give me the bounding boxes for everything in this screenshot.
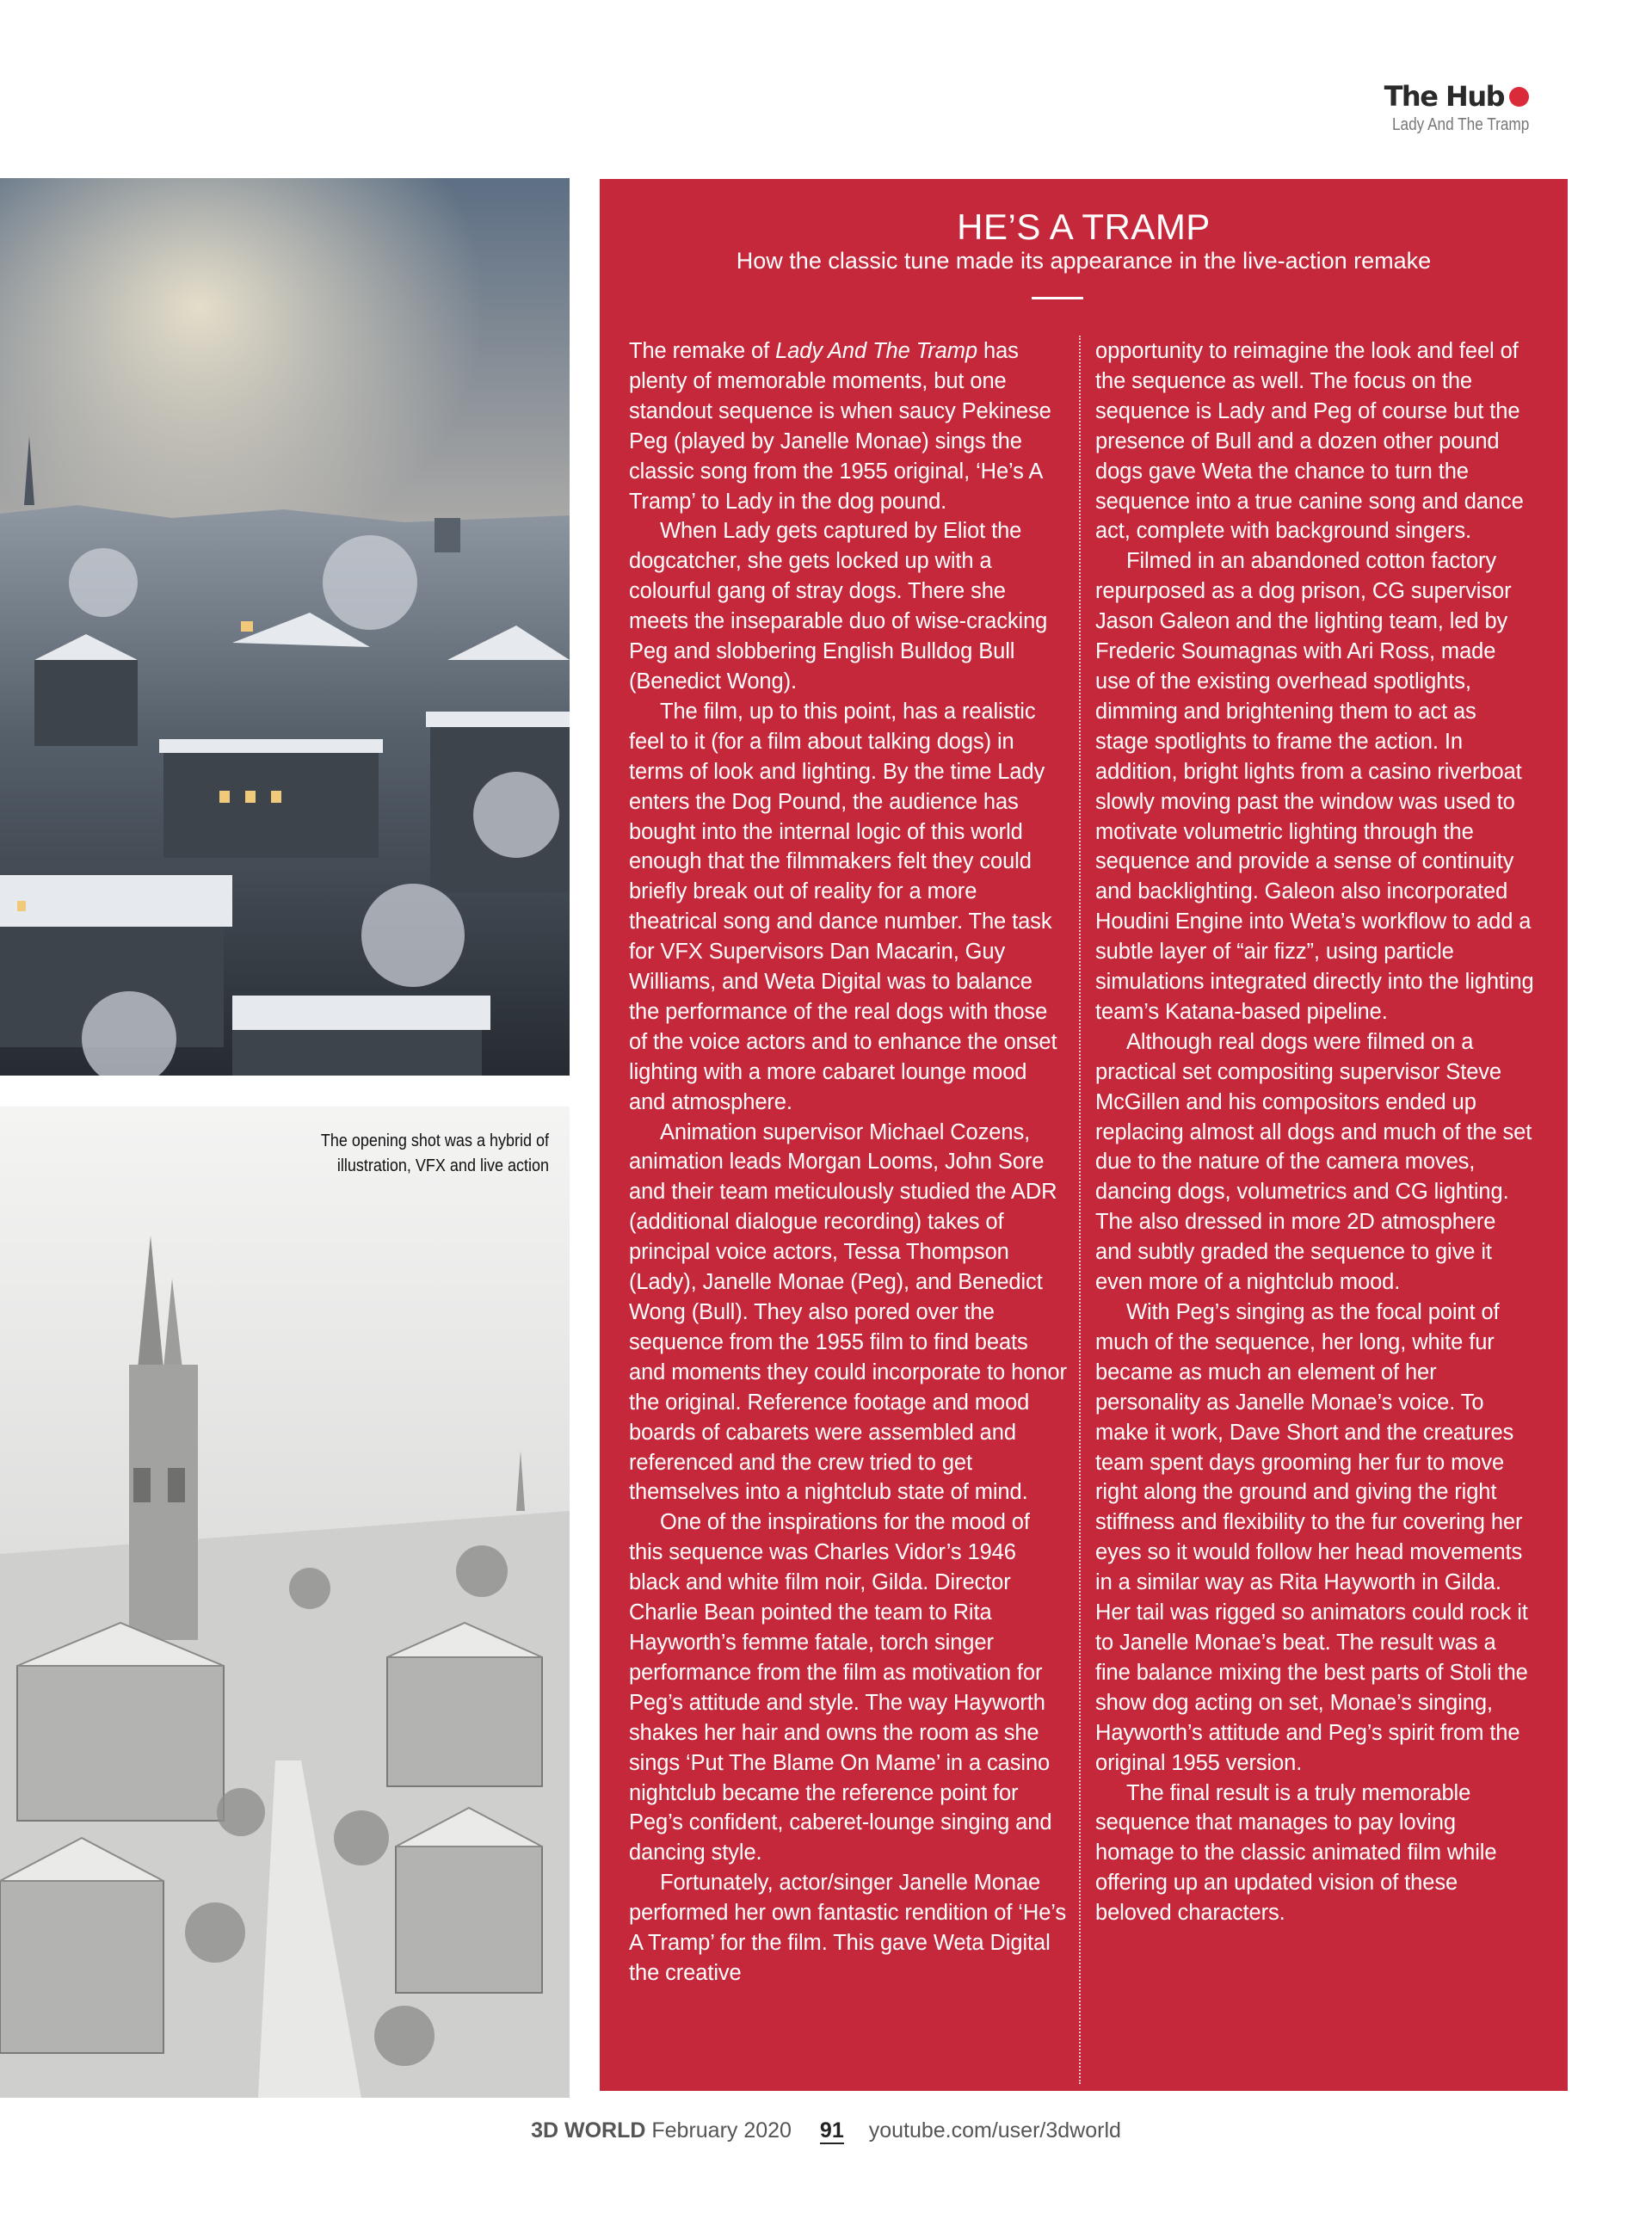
paragraph: The final result is a truly memorable sequence that manages to pay loving homage to the classic animated film while offering up an updated vision of these beloved characters. xyxy=(1095,1780,1497,1926)
text-run: has plenty of memorable moments, but one standout sequence is when saucy Pekinese Peg (played by Janelle Monae) sings the classic song from the 1955 original, ‘He’s A Tramp’ to Lady in the dog pound. xyxy=(629,339,1051,514)
boxout-subtitle: How the classic tune made its appearance in the live-action remake xyxy=(736,248,1432,274)
boxout-panel xyxy=(600,179,1568,2091)
boxout-title: HE’S A TRAMP xyxy=(957,207,1211,247)
text-run: The remake of xyxy=(629,339,776,363)
paragraph: Although real dogs were filmed on a practical set compositing supervisor Steve McGillen and his compositors ended up replacing almost all dogs and much of the set due to the nature of the camera moves, dancing dogs, volumetrics and CG lighting. The also dressed in more 2D atmosphere and subtly graded the sequence to give it even more of a nightclub mood. xyxy=(1095,1029,1532,1295)
column-1 xyxy=(629,336,1068,1988)
page-footer xyxy=(0,2118,1652,2143)
paragraph xyxy=(629,336,1068,516)
paragraph: One of the inspirations for the mood of this sequence was Charles Vidor’s 1946 black and white film noir, Gilda. Director Charlie Bean pointed the team to Rita Hayworth’s femme fatale, torch singer performance from the film as motivation for Peg’s attitude and style. The way Hayworth shakes her hair and owns the room as she sings ‘Put The Blame On Mame’ in a casino nightclub became the reference point for Peg’s confident, caberet-lounge singing and dancing style. xyxy=(629,1510,1052,1865)
image-caption: The opening shot was a hybrid of illustration, VFX and live action xyxy=(320,1131,549,1175)
issue-date: February 2020 xyxy=(651,2118,792,2143)
paragraph: Fortunately, actor/singer Janelle Monae performed her own fantastic rendition of ‘He’s A Tramp’ for the film. This gave Weta Digital the creative xyxy=(629,1871,1067,1985)
pencil-illustration-town xyxy=(0,1107,570,2098)
page-number: 91 xyxy=(819,2118,844,2143)
section-header xyxy=(1370,80,1529,135)
paragraph: With Peg’s singing as the focal point of much of the sequence, her long, white fur became as much an element of her personality as Janelle Monae’s voice. To make it work, Dave Short and the creatures team spent days grooming her fur to move right along the ground and giving the right stiffness and flexibility to the fur covering her eyes so it would follow her head movements in a similar way as Rita Hayworth in Gilda. Her tail was rigged so animators could rock it to Janelle Monae’s beat. The result was a fine balance mixing the best parts of Stoli the show dog acting on set, Monae’s singing, Hayworth’s attitude and Peg’s spirit from the original 1955 version. xyxy=(1095,1300,1528,1775)
red-dot-icon xyxy=(1509,87,1529,107)
footer-url: youtube.com/user/3dworld xyxy=(868,2118,1121,2143)
section-title xyxy=(1384,80,1529,113)
paragraph: opportunity to reimagine the look and feel of the sequence as well. The focus on the sequence is Lady and Peg of course but the presence of Bull and a dozen other pound dogs gave Weta the chance to turn the sequence into a true canine song and dance act, complete with background singers. xyxy=(1095,339,1524,544)
film-title: Lady And The Tramp xyxy=(775,339,977,363)
snowy-town-photo xyxy=(0,178,570,1076)
column-divider xyxy=(1079,336,1081,2084)
snowy-town-render xyxy=(0,178,570,1076)
title-rule xyxy=(1032,297,1083,299)
paragraph: When Lady gets captured by Eliot the dogcatcher, she gets locked up with a colourful gang of stray dogs. There she meets the inseparable duo of wise-cracking Peg and slobbering English Bulldog Bull (Benedict Wong). xyxy=(629,519,1048,694)
section-name: The Hub xyxy=(1384,80,1504,113)
magazine-name: 3D WORLD xyxy=(531,2118,646,2143)
sketch-illustration xyxy=(0,1107,570,2098)
paragraph: Filmed in an abandoned cotton factory repurposed as a dog prison, CG supervisor Jason Galeon and the lighting team, led by Frederic Soumagnas with Ari Ross, made use of the existing overhead spotlights, dimming and brightening them to act as stage spotlights to frame the action. In addition, bright lights from a casino riverboat slowly moving past the window was used to motivate volumetric lighting through the sequence and provide a sense of continuity and backlighting. Galeon also incorporated Houdini Engine into Weta’s workflow to add a subtle layer of “air fizz”, using particle simulations integrated directly into the lighting team’s Katana-based pipeline. xyxy=(1095,549,1534,1024)
paragraph: Animation supervisor Michael Cozens, animation leads Morgan Looms, John Sore and their team meticulously studied the ADR (additional dialogue recording) takes of principal voice actors, Tessa Thompson (Lady), Janelle Monae (Peg), and Benedict Wong (Bull). They also pored over the sequence from the 1955 film to find beats and moments they could incorporate to honor the original. Reference footage and mood boards of cabarets were assembled and referenced and the crew tried to get themselves into a nightclub state of mind. xyxy=(629,1119,1067,1505)
section-subtitle: Lady And The Tramp xyxy=(1391,115,1529,134)
column-2 xyxy=(1095,336,1534,1928)
paragraph: The film, up to this point, has a realistic feel to it (for a film about talking dogs) in terms of look and lighting. By the time Lady enters the Dog Pound, the audience has bought into the internal logic of this world enough that the filmmakers felt they could briefly break out of reality for a more theatrical song and dance number. The task for VFX Supervisors Dan Macarin, Guy Williams, and Weta Digital was to balance the performance of the real dogs with those of the voice actors and to enhance the onset lighting with a more cabaret lounge mood and atmosphere. xyxy=(629,699,1057,1114)
